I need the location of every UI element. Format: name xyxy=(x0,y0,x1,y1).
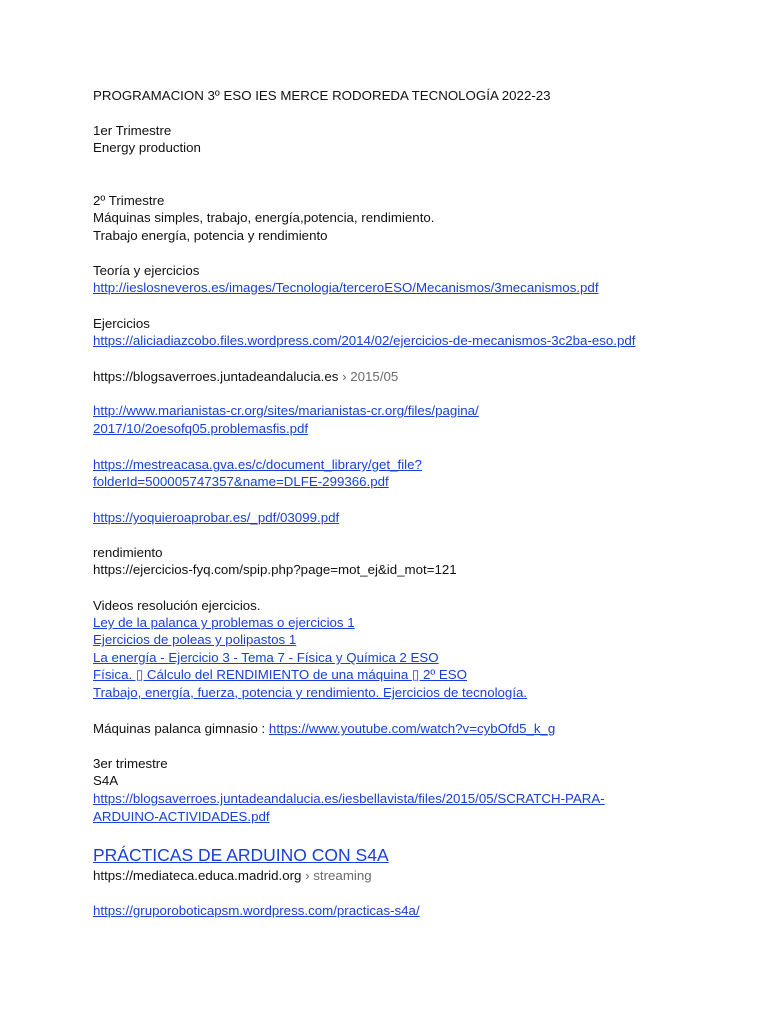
term-1-topic: Energy production xyxy=(93,140,201,155)
mestreacasa-link-line-2[interactable]: folderId=500005747357&name=DLFE-299366.pdf xyxy=(93,474,389,489)
mediateca-citation[interactable] xyxy=(93,867,372,885)
scratch-link-line-2[interactable]: ARDUINO-ACTIVIDADES.pdf xyxy=(93,809,270,824)
blogsaverroes-url[interactable]: https://blogsaverroes.juntadeandalucia.es xyxy=(93,369,339,384)
marianistas-link-line-2[interactable]: 2017/10/2oesofq05.problemasfis.pdf xyxy=(93,421,309,436)
video-link-palanca[interactable]: Ley de la palanca y problemas o ejercicios 1 xyxy=(93,615,355,630)
ejercicios-link[interactable]: https://aliciadiazcobo.files.wordpress.com/2014/02/ejercicios-de-mecanismos-3c2ba-eso.pdf xyxy=(93,333,636,348)
video-link-trabajo[interactable]: Trabajo, energía, fuerza, potencia y rendimiento. Ejercicios de tecnología. xyxy=(93,685,528,700)
gimnasio-line xyxy=(93,720,555,738)
marianistas-link-line-1[interactable]: http://www.marianistas-cr.org/sites/marianistas-cr.org/files/pagina/ xyxy=(93,403,479,418)
blogsaverroes-crumb: › 2015/05 xyxy=(338,369,399,384)
term-2-topic-line-1: Máquinas simples, trabajo, energía,potencia, rendimiento. xyxy=(93,210,435,225)
term-2-label: 2º Trimestre xyxy=(93,193,165,208)
ejercicios-label: Ejercicios xyxy=(93,316,150,331)
video-link-energia[interactable]: La energía - Ejercicio 3 - Tema 7 - Física y Química 2 ESO xyxy=(93,650,439,665)
video-link-poleas[interactable]: Ejercicios de poleas y polipastos 1 xyxy=(93,632,297,647)
document-title: PROGRAMACION 3º ESO IES MERCE RODOREDA TECNOLOGÍA 2022-23 xyxy=(93,88,551,103)
gruporobotica-link[interactable]: https://gruporoboticapsm.wordpress.com/practicas-s4a/ xyxy=(93,903,420,918)
mediateca-crumb: › streaming xyxy=(301,868,372,883)
gimnasio-link[interactable]: https://www.youtube.com/watch?v=cybOfd5_k_g xyxy=(268,721,556,736)
video-link-rendimiento[interactable]: Física. ▯ Cálculo del RENDIMIENTO de una máquina ▯ 2º ESO xyxy=(93,667,467,682)
practicas-heading-link[interactable]: PRÁCTICAS DE ARDUINO CON S4A xyxy=(93,845,389,865)
videos-label: Videos resolución ejercicios. xyxy=(93,598,261,613)
yoquieroaprobar-link[interactable]: https://yoquieroaprobar.es/_pdf/03099.pdf xyxy=(93,510,340,525)
rendimiento-url: https://ejercicios-fyq.com/spip.php?page=mot_ej&id_mot=121 xyxy=(93,562,457,577)
s4a-label: S4A xyxy=(93,773,119,788)
teoria-link[interactable]: http://ieslosneveros.es/images/Tecnologia/terceroESO/Mecanismos/3mecanismos.pdf xyxy=(93,280,599,295)
mestreacasa-link-line-1[interactable]: https://mestreacasa.gva.es/c/document_library/get_file? xyxy=(93,457,422,472)
rendimiento-label: rendimiento xyxy=(93,545,163,560)
term-2-topic-line-2: Trabajo energía, potencia y rendimiento xyxy=(93,228,328,243)
gimnasio-label: Máquinas palanca gimnasio : xyxy=(93,721,269,736)
scratch-link-line-1[interactable]: https://blogsaverroes.juntadeandalucia.es/iesbellavista/files/2015/05/SCRATCH-PARA- xyxy=(93,791,605,806)
mediateca-url[interactable]: https://mediateca.educa.madrid.org xyxy=(93,868,302,883)
term-1-label: 1er Trimestre xyxy=(93,123,172,138)
teoria-label: Teoría y ejercicios xyxy=(93,263,200,278)
term-3-label: 3er trimestre xyxy=(93,756,168,771)
blogsaverroes-citation[interactable] xyxy=(93,368,398,386)
